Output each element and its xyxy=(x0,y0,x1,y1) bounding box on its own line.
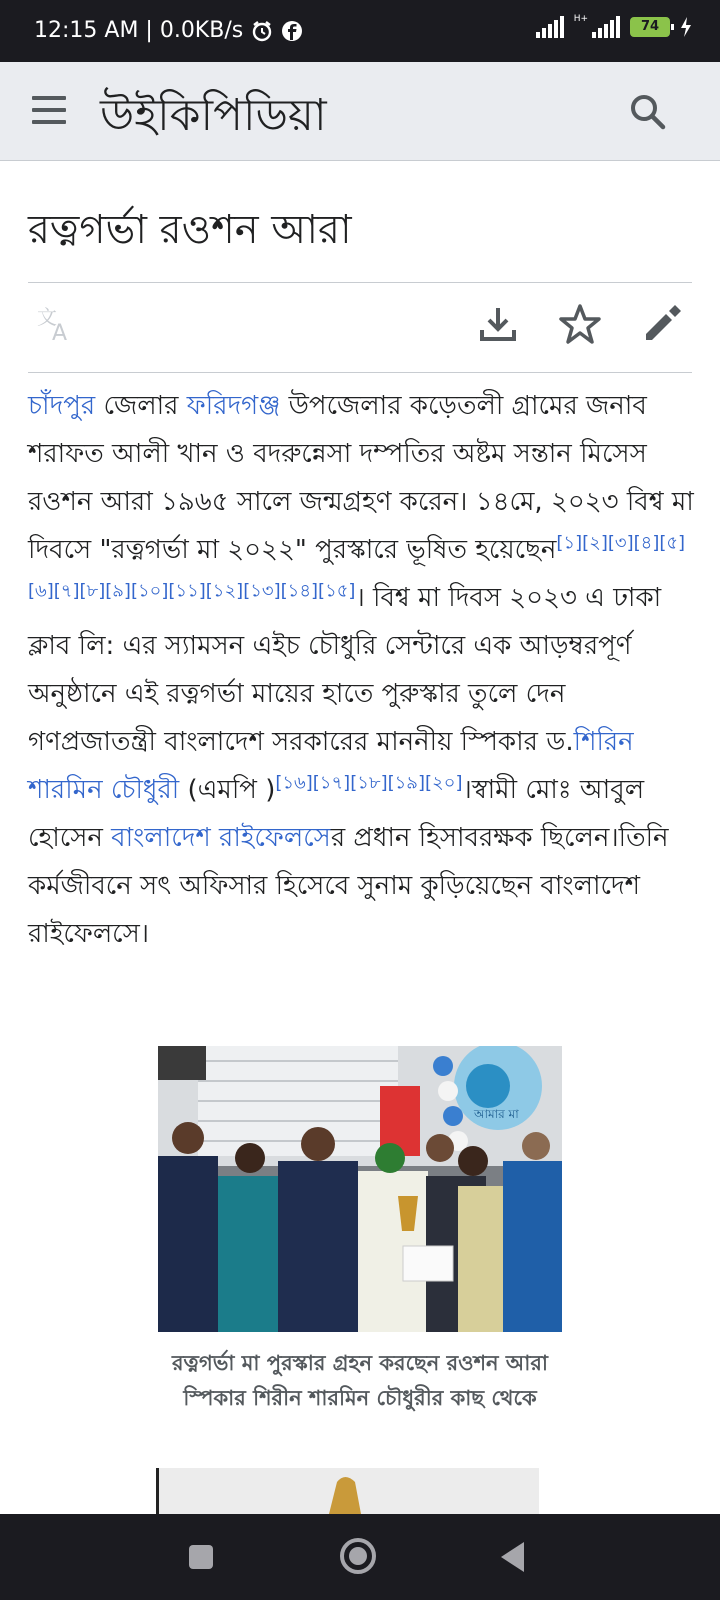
toolbar-divider xyxy=(28,372,692,373)
page-title: রত্নগর্ভা রওশন আরা xyxy=(28,207,352,253)
hamburger-icon[interactable] xyxy=(32,96,66,124)
edit-icon[interactable] xyxy=(640,302,684,346)
signal-icon xyxy=(536,16,564,38)
status-left xyxy=(34,18,303,43)
recents-square-icon[interactable] xyxy=(188,1544,214,1570)
award-ceremony-image xyxy=(158,1046,562,1332)
link-shirin-sharmin[interactable]: শিরিন শারমিন চৌধুরী xyxy=(28,727,634,805)
photo-banner-text: আমার মা xyxy=(474,1107,519,1121)
title-divider xyxy=(28,282,692,283)
svg-text:文: 文 xyxy=(37,305,57,329)
search-icon[interactable] xyxy=(628,92,668,132)
system-nav-bar xyxy=(0,1514,720,1600)
alarm-icon xyxy=(251,20,273,42)
app-bar xyxy=(0,62,720,161)
facebook-icon xyxy=(281,20,303,42)
svg-text:A: A xyxy=(52,321,68,346)
translate-icon[interactable] xyxy=(34,302,78,346)
status-bar xyxy=(0,0,720,62)
back-triangle-icon[interactable] xyxy=(498,1540,528,1574)
link-bangladesh-rifles[interactable]: বাংলাদেশ রাইফেলসে xyxy=(111,823,331,853)
references-16-20[interactable]: [১৬][১৭][১৮][১৯][২০] xyxy=(275,772,463,794)
text-segment: র প্রধান হিসাবরক্ষক ছিলেন।তিনি কর্মজীবনে সৎ অফিসার হিসেবে সুনাম কুড়িয়েছেন বাংলাদেশ রাইফেলসে। xyxy=(28,823,669,949)
text-segment: জেলার xyxy=(95,391,187,421)
link-faridganj[interactable]: ফরিদগঞ্জ xyxy=(186,391,281,421)
text-segment: (এমপি ) xyxy=(179,775,276,805)
second-article-photo[interactable] xyxy=(156,1468,539,1514)
app-title[interactable]: উইকিপিডিয়া xyxy=(100,90,327,141)
link-chandpur[interactable]: চাঁদপুর xyxy=(28,391,96,421)
signal-icon xyxy=(592,16,620,38)
battery-level: 74 xyxy=(640,19,660,34)
references-1-15[interactable]: [১][২][৩][৪][৫][৬][৭][৮][৯][১০][১১][১২][১৩][১৪][১৫] xyxy=(28,532,686,602)
second-image xyxy=(159,1468,539,1514)
status-right xyxy=(536,16,692,38)
star-icon[interactable] xyxy=(558,302,602,346)
network-type: H+ xyxy=(573,14,588,24)
download-icon[interactable] xyxy=(476,302,520,346)
text-segment: । বিশ্ব মা দিবস ২০২৩ এ ঢাকা ক্লাব লি: এর স্যামসন এইচ চৌধুরি সেন্টারে এক আড়ম্বরপূর্ণ অনুষ্ঠানে এই রত্নগর্ভা মায়ের হাতে পুরুস্কার তুলে দেন গণপ্রজাতন্ত্রী বাংলাদেশ সরকারের মাননীয় স্পিকার ড. xyxy=(28,583,662,757)
text-segment: উপজেলার কড়েতলী গ্রামের জনাব শরাফত আলী খান ও বদরুন্নেসা দম্পতির অষ্টম সন্তান মিসেস রওশন আরা ১৯৬৫ সালে জন্মগ্রহণ করেন। ১৪মে, ২০২৩ বিশ্ব মা দিবসে "রত্নগর্ভা মা ২০২২" পুরস্কারে ভূষিত হয়েছেন xyxy=(28,391,694,565)
battery-icon xyxy=(630,17,670,37)
article-photo[interactable] xyxy=(158,1046,562,1332)
text-segment: ।স্বামী মোঃ আবুল হোসেন xyxy=(28,775,645,853)
photo-caption: রত্নগর্ভা মা পুরস্কার গ্রহন করছেন রওশন আরা স্পিকার শিরীন শারমিন চৌধুরীর কাছ থেকে xyxy=(172,1351,548,1410)
charging-icon xyxy=(680,17,692,37)
article-body xyxy=(28,382,694,958)
status-time-speed: 12:15 AM | 0.0KB/s xyxy=(34,18,244,43)
home-circle-icon[interactable] xyxy=(338,1536,378,1576)
